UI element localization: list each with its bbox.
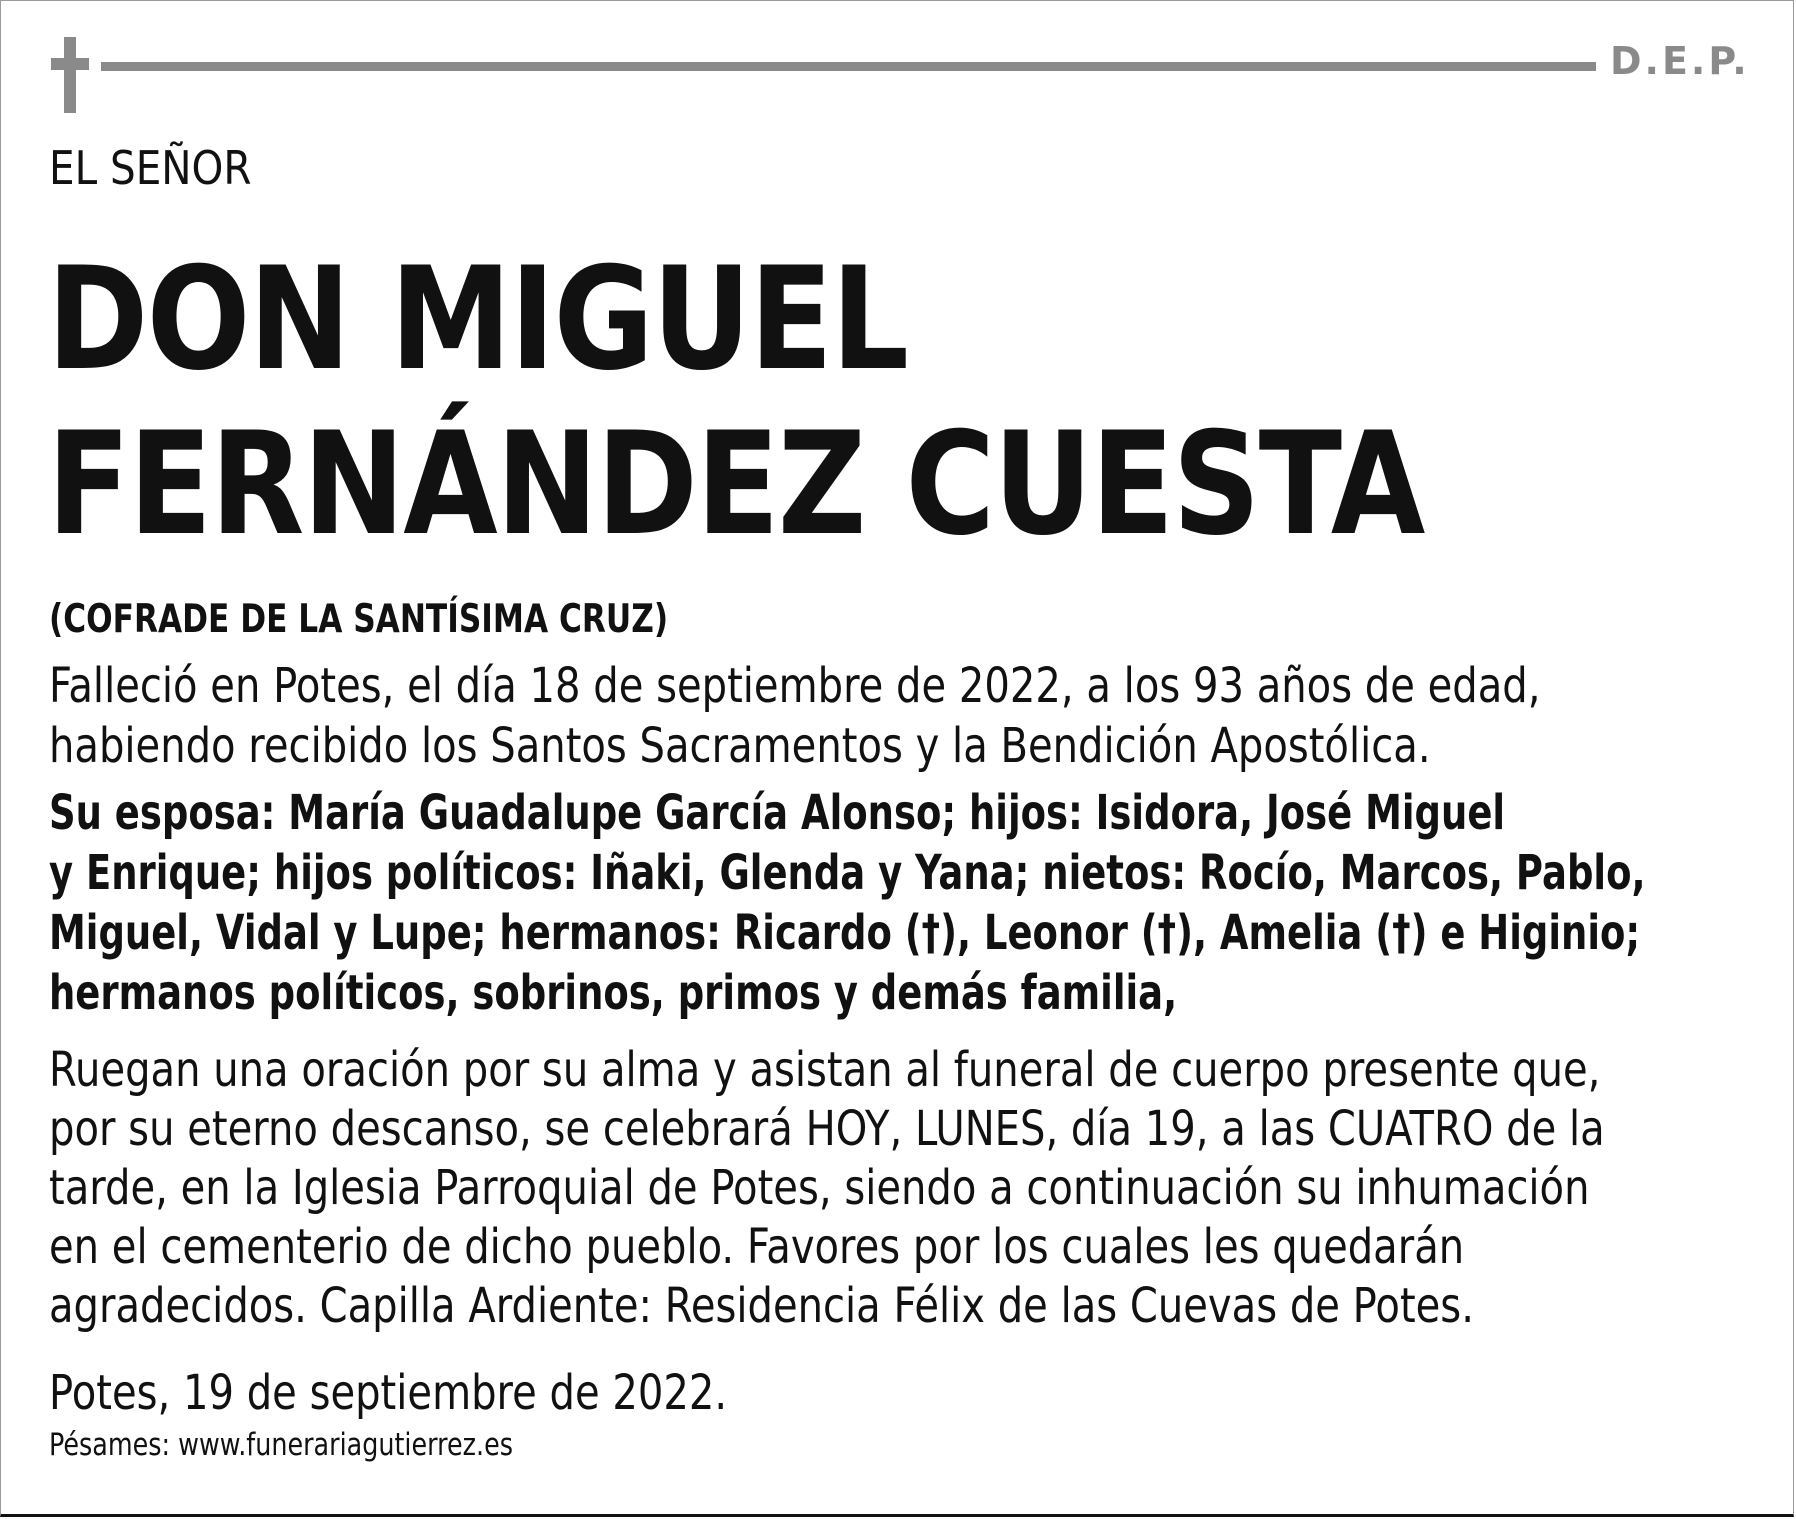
family-line: Miguel, Vidal y Lupe; hermanos: Ricardo (†), Leonor (†), Amelia (†) e Higinio; — [49, 905, 1641, 961]
funeral-line: tarde, en la Iglesia Parroquial de Potes, siendo a continuación su inhumación — [49, 1160, 1590, 1216]
family-paragraph — [49, 783, 1646, 1023]
dep-label: D.E.P. — [1610, 39, 1750, 83]
brotherhood-subtitle: (COFRADE DE LA SANTÍSIMA CRUZ) — [49, 597, 669, 642]
funeral-paragraph — [49, 1041, 1719, 1336]
family-line: Su esposa: María Guadalupe García Alonso; hijos: Isidora, José Miguel — [49, 785, 1506, 841]
death-line: habiendo recibido los Santos Sacramentos y la Bendición Apostólica. — [49, 718, 1431, 774]
funeral-line: Ruegan una oración por su alma y asistan al funeral de cuerpo presente que, — [49, 1042, 1601, 1098]
funeral-line: agradecidos. Capilla Ardiente: Residencia Félix de las Cuevas de Potes. — [49, 1278, 1474, 1334]
condolences-link: Pésames: www.funerariagutierrez.es — [49, 1427, 513, 1463]
place-date: Potes, 19 de septiembre de 2022. — [49, 1365, 728, 1421]
family-line: y Enrique; hijos políticos: Iñaki, Glenda y Yana; nietos: Rocío, Marcos, Pablo, — [49, 845, 1646, 901]
death-line: Falleció en Potes, el día 18 de septiembre de 2022, a los 93 años de edad, — [49, 658, 1541, 714]
funeral-line: por su eterno descanso, se celebrará HOY, LUNES, día 19, a las CUATRO de la — [49, 1101, 1605, 1157]
death-paragraph — [49, 656, 1719, 776]
pretitle: EL SEÑOR — [49, 141, 252, 195]
header-rule — [101, 62, 1596, 71]
latin-cross-icon — [51, 37, 89, 113]
family-line: hermanos políticos, sobrinos, primos y demás familia, — [49, 965, 1178, 1021]
deceased-name-line-2: FERNÁNDEZ CUESTA — [47, 402, 1424, 567]
funeral-line: en el cementerio de dicho pueblo. Favores por los cuales les quedarán — [49, 1219, 1465, 1275]
deceased-name-line-1: DON MIGUEL — [47, 237, 908, 402]
